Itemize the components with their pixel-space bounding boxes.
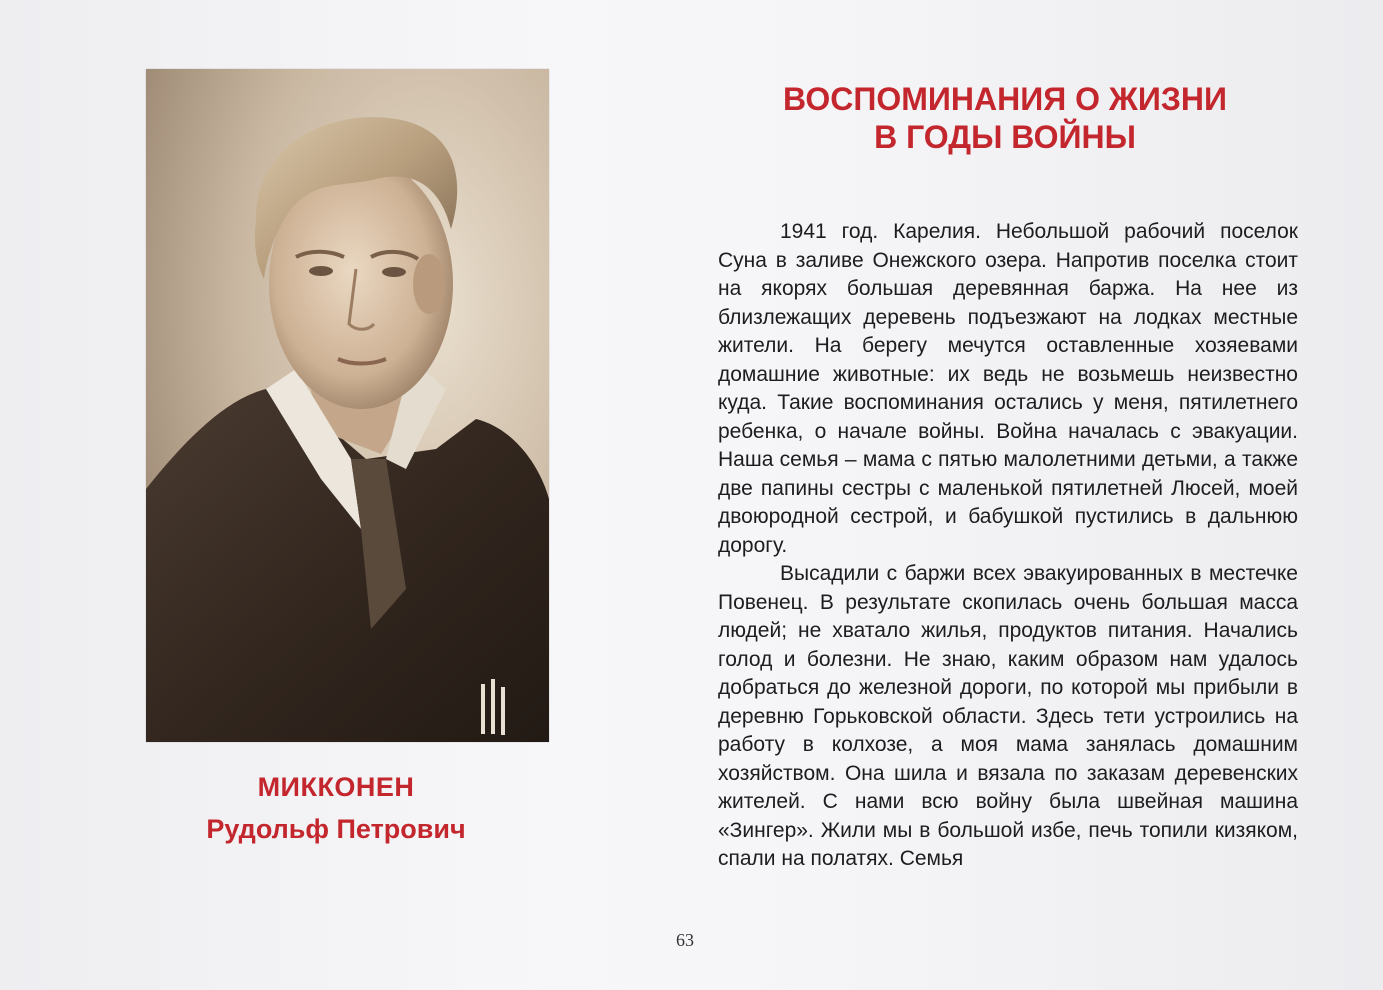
heading-line-1: ВОСПОМИНАНИЯ О ЖИЗНИ <box>783 81 1227 117</box>
person-surname: МИККОНЕН <box>257 772 415 802</box>
heading-line-2: В ГОДЫ ВОЙНЫ <box>874 119 1136 155</box>
page-number: 63 <box>676 930 694 950</box>
person-given-names: Рудольф Петрович <box>206 814 466 844</box>
portrait-photo <box>146 69 549 742</box>
article-body <box>718 218 1298 874</box>
paragraph-1: 1941 год. Карелия. Небольшой рабочий поселок Суна в заливе Онежского озера. Напротив поселка стоит на якорях большая деревянная баржа. На нее из близлежащих деревень подъезжают на лодках местные жители. На берегу мечутся оставленные хозяевами домашние животные: их ведь не возьмешь неизвестно куда. Такие воспоминания остались у меня, пятилетнего ребенка, о начале войны. Война началась с эвакуации. Наша семья – мама с пятью малолетними детьми, а также две папины сестры с маленькой пятилетней Люсей, моей двоюродной сестрой, и бабушкой пустились в дальнюю дорогу. <box>718 220 1298 557</box>
paragraph-2: Высадили с баржи всех эвакуированных в местечке Повенец. В результате скопилась очень большая масса людей; не хватало жилья, продуктов питания. Начались голод и болезни. Не знаю, каким образом нам удалось добраться до железной дороги, по которой мы прибыли в деревню Горьковской области. Здесь тети устроились на работу в колхозе, а моя мама занялась домашним хозяйством. Она шила и вязала по заказам деревенских жителей. С нами всю войну была швейная машина «Зингер». Жили мы в большой избе, печь топили кизяком, спали на полатях. Семья <box>718 562 1298 870</box>
